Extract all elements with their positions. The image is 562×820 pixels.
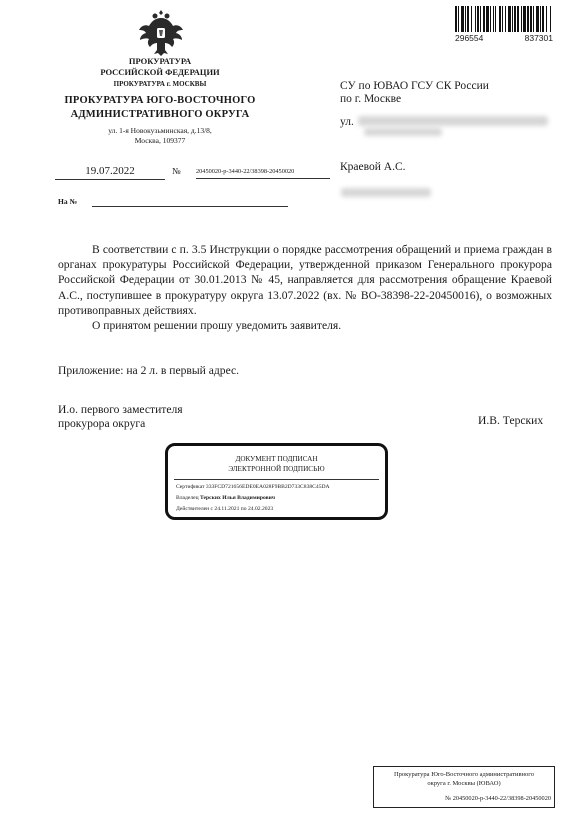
document-barcode (455, 6, 553, 43)
barcode-bars (455, 6, 553, 32)
document-number: 20450020-р-3440-22/38398-20450020 (196, 168, 330, 179)
redacted-address-line2 (364, 128, 442, 136)
stamp-valid-label: Действителен с (176, 506, 213, 512)
registration-number: № 20450020-р-3440-22/38398-20450020 (445, 795, 551, 802)
document-number-label: № (172, 166, 181, 176)
redacted-recipient-address (341, 188, 431, 197)
signer-title: И.о. первого заместителя прокурора округа (58, 403, 183, 430)
signer-name: И.В. Терских (478, 414, 544, 427)
org-federal-title: ПРОКУРАТУРА РОССИЙСКОЙ ФЕДЕРАЦИИ (100, 56, 220, 77)
stamp-cert-value: 333FCD721656EDE0EA028F9BB2D733C838C45DA (205, 484, 330, 490)
letter-body (58, 242, 552, 333)
org-main-title: ПРОКУРАТУРА ЮГО-ВОСТОЧНОГО АДМИНИСТРАТИВНОГО ОКРУГА (64, 95, 256, 120)
e-signature-stamp (165, 443, 388, 520)
stamp-certificate-row (176, 484, 330, 490)
recipient-org: СУ по ЮВАО ГСУ СК России по г. Москве (340, 80, 489, 105)
barcode-numbers (455, 33, 553, 43)
coat-of-arms-emblem (137, 6, 185, 58)
stamp-owner-value: Терских Илья Владимирович (200, 495, 276, 501)
org-city-title: ПРОКУРАТУРА г. МОСКВЫ (113, 80, 207, 88)
stamp-cert-label: Сертификат (176, 484, 205, 490)
stamp-title: ДОКУМЕНТ ПОДПИСАН ЭЛЕКТРОННОЙ ПОДПИСЬЮ (228, 455, 325, 473)
stamp-valid-from: 24.11.2021 (214, 506, 240, 512)
redacted-address (358, 116, 548, 126)
registration-org: Прокуратура Юго-Восточного административного округа г. Москвы (ЮВАО) (393, 771, 535, 787)
barcode-number-right: 837301 (524, 33, 553, 43)
stamp-owner-row (176, 495, 275, 501)
body-paragraph-notify: О принятом решении прошу уведомить заявителя. (92, 319, 342, 333)
barcode-bar (550, 6, 551, 32)
body-paragraph-main: В соответствии с п. 3.5 Инструкции о порядке рассмотрения обращений и приема граждан в органах прокуратуры Российской Федерации, утвержденной приказом Генерального прокурора Российской Федерации от 30.01.2013 № 45, направляется для рассмотрения обращение Краевой А.С., поступившее в прокуратуру округа 13.07.2022 (вх. № ВО-38398-22-20450016), о возможных противоправных действиях. (58, 243, 552, 317)
document-date: 19.07.2022 (55, 165, 165, 180)
stamp-valid-to-label: по (240, 506, 247, 512)
attachment-note: Приложение: на 2 л. в первый адрес. (58, 364, 240, 377)
registration-box (373, 766, 555, 808)
recipient-address-label: ул. (340, 116, 354, 128)
reply-to-label: На № (58, 197, 77, 206)
stamp-divider (174, 479, 379, 480)
recipient-name: Краевой А.С. (340, 161, 406, 173)
stamp-owner-label: Владелец (176, 495, 199, 501)
reply-to-line (92, 206, 288, 207)
stamp-valid-to: 24.02.2023 (247, 506, 274, 512)
stamp-validity-row (176, 506, 273, 512)
barcode-number-left: 296554 (455, 33, 484, 43)
org-address: ул. 1-я Новокузьминская, д.13/8, Москва, 109377 (108, 126, 212, 145)
